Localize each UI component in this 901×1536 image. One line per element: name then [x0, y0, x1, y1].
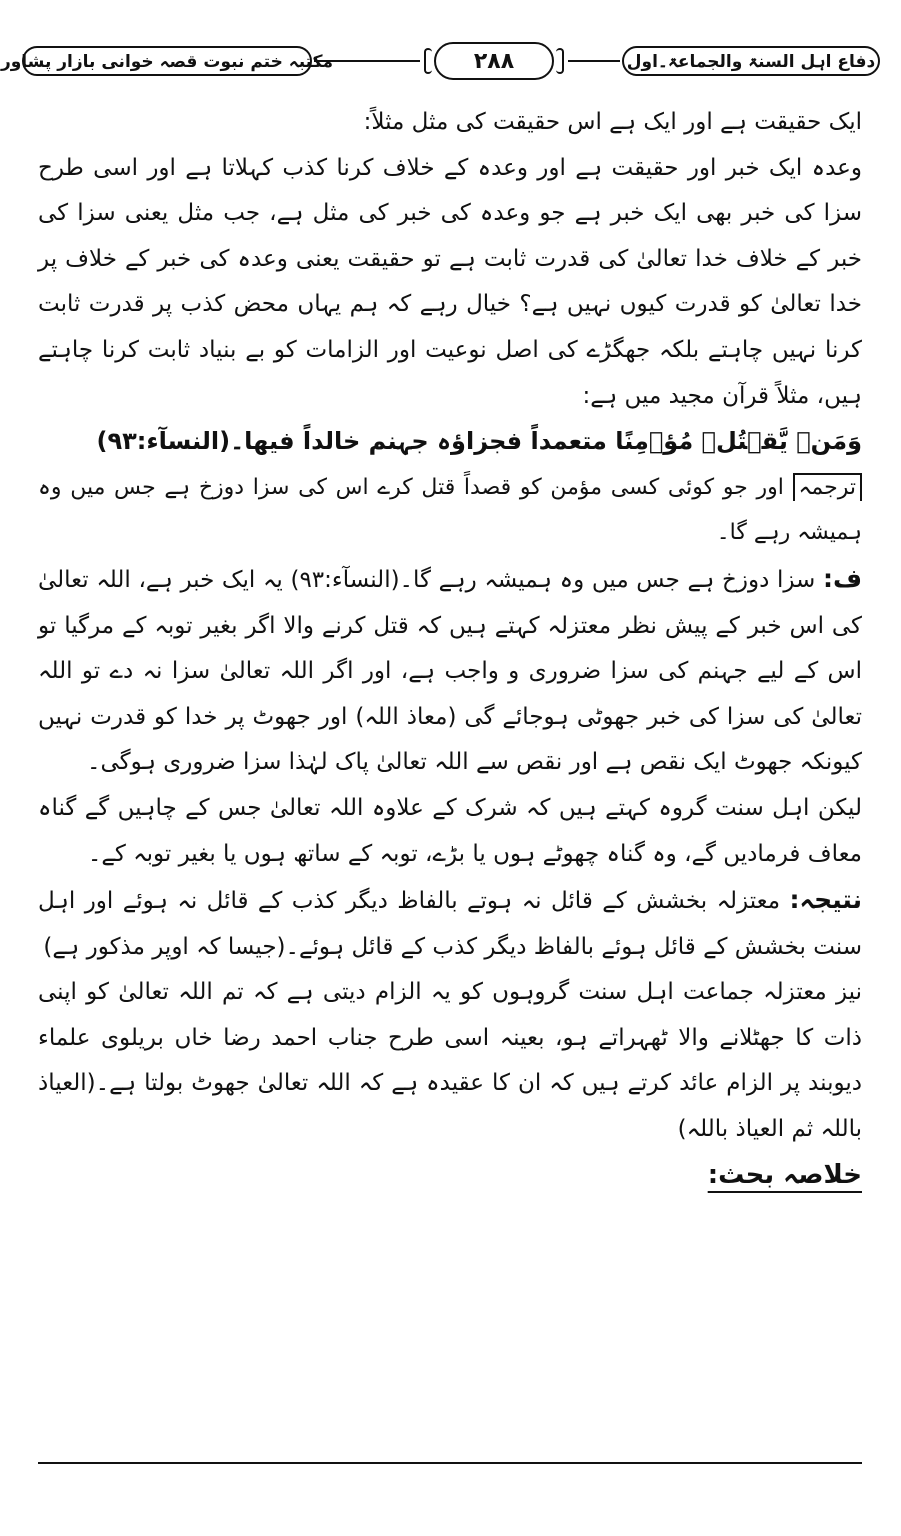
fa-text: سزا دوزخ ہے جس میں وہ ہمیشہ رہے گا۔(النسآء:۹۳) یہ ایک خبر ہے، اللہ تعالیٰ کی اس خبر کے پیش نظر معتزلہ کہتے ہیں کہ قتل کرنے والا اگر بغیر توبہ کے مرگیا تو اس کے لیے جہنم کی سزا ضروری و واجب ہے، اور اگر اللہ تعالیٰ سزا نہ دے تو اللہ تعالیٰ کی سزا کی خبر جھوٹی ہوجائے گی (معاذ اللہ) اور جھوٹ پر خدا کو قدرت نہیں کیونکہ جھوٹ ایک نقص ہے اور نقص سے اللہ تعالیٰ پاک لہٰذا سزا ضروری ہوگی۔ — [38, 566, 862, 776]
paragraph-promise: وعدہ ایک خبر اور حقیقت ہے اور وعدہ کے خلاف کرنا کذب کہلاتا ہے اور اسی طرح سزا کی خبر بھی ایک خبر ہے جو وعدہ کی خبر کی مثل ہے، جب مثل یعنی سزا کی خبر کے خلاف خدا تعالیٰ کی قدرت ثابت ہے تو حقیقت یعنی وعدہ کی خبر کے خلاف پر خدا تعالیٰ کو قدرت کیوں نہیں ہے؟ خیال رہے کہ ہم یہاں محض کذب پر قدرت ثابت کرنا نہیں چاہتے بلکہ جھگڑے کی اصل نوعیت اور الزامات کو بے بنیاد ثابت کرنا چاہتے ہیں، مثلاً قرآن مجید میں ہے: — [38, 154, 862, 409]
translation-paragraph — [38, 465, 862, 556]
book-title: دفاع اہل السنۃ والجماعۃ۔اول — [622, 46, 880, 76]
natija-paragraph — [38, 877, 862, 970]
bottom-rule — [38, 1462, 862, 1464]
translation-label: ترجمہ — [793, 473, 862, 501]
header-rule — [568, 60, 620, 62]
fa-paragraph — [38, 556, 862, 786]
paragraph-intro: ایک حقیقت ہے اور ایک ہے اس حقیقت کی مثل مثلاً: — [363, 109, 862, 135]
page-number: ۲۸۸ — [434, 42, 554, 80]
natija-label: نتیجہ: — [789, 885, 862, 915]
page-header — [0, 40, 880, 84]
page-content — [38, 100, 862, 1198]
quran-verse: وَمَنۡ يَّقۡتُلۡ مُؤۡمِنًا متعمداً فجزاؤہ جہنم خالداً فیھا۔(النسآء:۹۳) — [96, 427, 862, 456]
section-heading-text: خلاصہ بحث: — [707, 1159, 862, 1190]
paragraph-ahl-sunnat: لیکن اہل سنت گروہ کہتے ہیں کہ شرک کے علاوہ اللہ تعالیٰ جس کے چاہیں گے گناہ معاف فرمادیں گے، وہ گناہ چھوٹے ہوں یا بڑے، توبہ کے ساتھ ہوں یا بغیر توبہ کے۔ — [38, 794, 862, 867]
paragraph-moatazila: نیز معتزلہ جماعت اہل سنت گروہوں کو یہ الزام دیتی ہے کہ تم اللہ تعالیٰ کو اپنی ذات کا جھٹلانے والا ٹھہراتے ہو، بعینہ اسی طرح جناب احمد رضا خاں بریلوی علماء دیوبند پر الزام عائد کرتے ہیں کہ ان کا عقیدہ ہے کہ اللہ تعالیٰ جھوٹ بولتا ہے۔(العیاذ باللہ ثم العیاذ باللہ) — [38, 979, 862, 1143]
translation-text: اور جو کوئی کسی مؤمن کو قصداً قتل کرے اس کی سزا دوزخ ہے جس میں وہ ہمیشہ رہے گا۔ — [38, 474, 862, 546]
section-heading — [38, 1153, 862, 1199]
natija-text: معتزلہ بخشش کے قائل نہ ہوتے بالفاظ دیگر کذب کے قائل نہ ہوئے اور اہل سنت بخشش کے قائل ہوئے بالفاظ دیگر کذب کے قائل ہوئے۔(جیسا کہ اوپر مذکور ہے) — [38, 888, 862, 960]
publisher-title: مکتبہ ختم نبوت قصہ خوانی بازار پشاور — [22, 46, 312, 76]
fa-label: ف: — [822, 563, 863, 593]
